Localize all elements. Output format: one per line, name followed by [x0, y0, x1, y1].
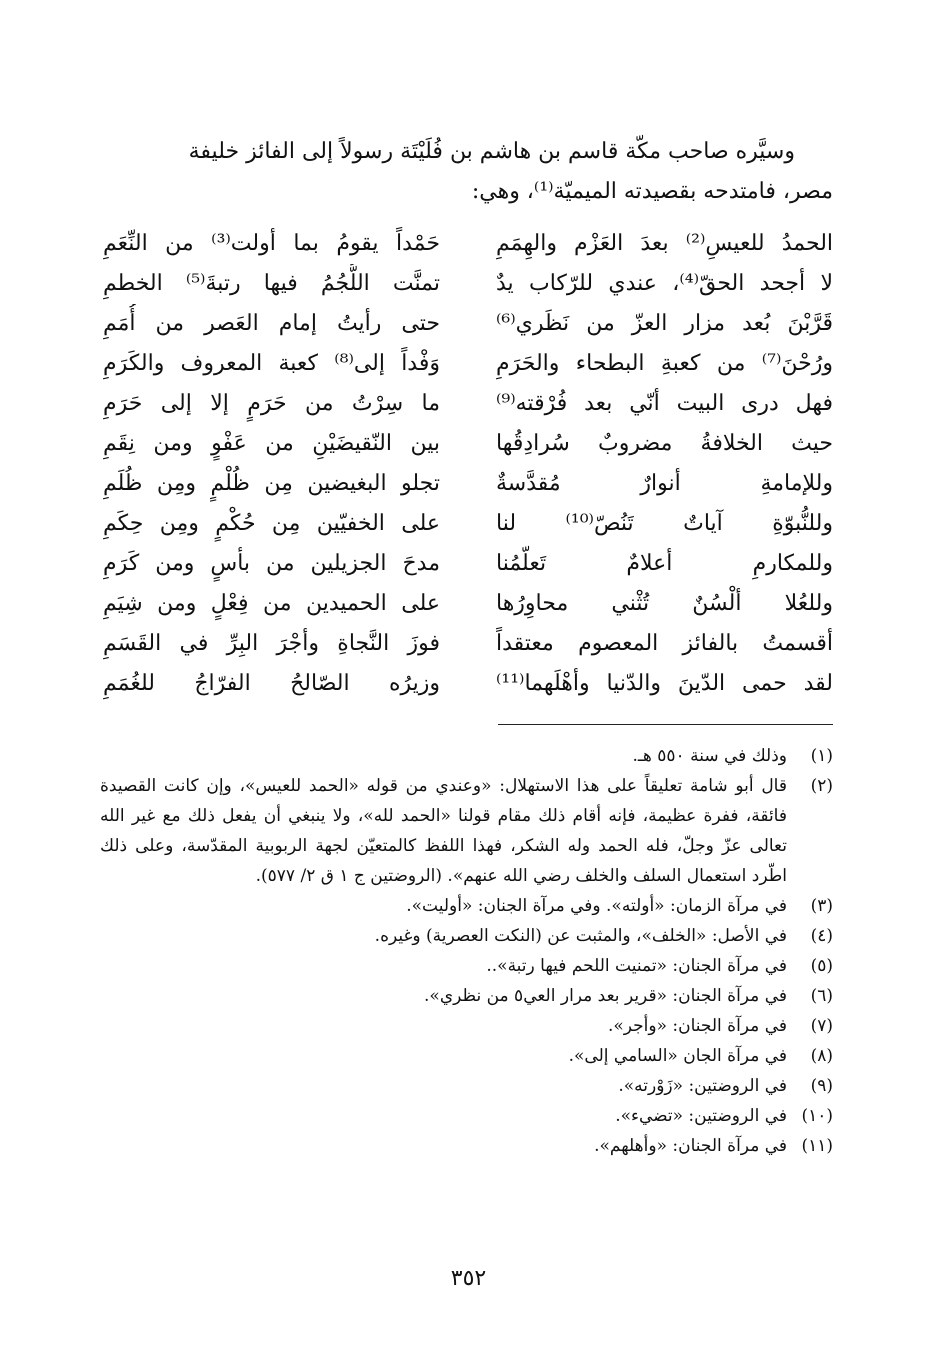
verse [100, 304, 833, 344]
verse-second-hemistich: على الخفيّين مِن حُكْمٍ ومِن حِكَمِ [103, 511, 440, 536]
verse-first-hemistich: لا أجحد الحقّ⁽⁴⁾، عندي للرّكاب يدٌ [496, 271, 833, 296]
footnote-number: (٧) [810, 1016, 833, 1036]
verse-second-hemistich: حَمْداً يقومُ بما أولت⁽³⁾ من النِّعَمِ [103, 231, 440, 256]
verse-second-hemistich: وَفْداً إلى⁽⁸⁾ كعبة المعروف والكَرَمِ [103, 351, 440, 376]
verse-first-hemistich: فهل درى البيت أنّي بعد فُرْقته⁽⁹⁾ [496, 391, 833, 416]
verse-second-hemistich: تجلو البغيضين مِن ظُلْمٍ ومِن ظُلَمِ [103, 471, 440, 496]
footnote-number: (٥) [810, 956, 833, 976]
footnote-text: قال أبو شامة تعليقاً على هذا الاستهلال: «وعندي من قوله «الحمد للعيس»، وإن كانت القصيدة فائقة، ففرة عظيمة، فإنه أقام ذلك مقام قولنا «الحمد لله»، ولا ينبغي أن يفعل ذلك مع غير الله تعالى عزّ وجلّ، فله الحمد وله الشكر، فهذا اللفظ كالمتعيّن لجهة الربوبية المقدّسة، وعلى ذلك اطّرد استعمال السلف والخلف رضي الله عنهم». (الروضتين ج ١ ق ٢/ ٥٧٧). [100, 776, 787, 886]
verse-second-hemistich: على الحميدين من فِعْلٍ ومن شِيَمِ [103, 591, 440, 616]
verse [100, 544, 833, 584]
footnote [100, 891, 833, 921]
footnote-text: في مرآة الجنان: «قرير بعد مرار العي٥ من نظري». [424, 986, 787, 1006]
footnote-text: في مرآة الزمان: «أولته». وفي مرآة الجنان: «أوليت». [406, 896, 787, 916]
verse-first-hemistich: وللمكارمِ أعلامٌ تَعلّمُنا [496, 551, 833, 576]
verse [100, 504, 833, 544]
footnote-number: (٤) [810, 926, 833, 946]
footnote-text: وذلك في سنة ٥٥٠ هـ. [632, 746, 787, 766]
page-number: ٣٥٢ [450, 1266, 487, 1291]
footnote-divider [498, 724, 833, 725]
verse-first-hemistich: قَرَّبْنَ بُعد مزار العزّ من نَظَري⁽⁶⁾ [496, 311, 833, 336]
verse [100, 344, 833, 384]
footnote [100, 741, 833, 771]
poem [100, 224, 833, 704]
footnote [100, 1011, 833, 1041]
intro-paragraph [100, 132, 833, 212]
footnote-text: في الروضتين: «زَوْرته». [618, 1076, 787, 1096]
verse-second-hemistich: فوزَ النَّجاةِ وأجْرَ البِرِّ في القَسَمِ [103, 631, 440, 656]
footnote-number: (٨) [810, 1046, 833, 1066]
page-body [100, 132, 833, 1161]
verse-first-hemistich: وللإمامةِ أنوارٌ مُقدَّسةٌ [496, 471, 833, 496]
verse-first-hemistich: لقد حمى الدّينَ والدّنيا وأهْلَهما⁽¹¹⁾ [496, 671, 833, 696]
footnote-text: في مرآة الجنان: «تمنيت اللحم فيها رتبة».. [486, 956, 787, 976]
footnote-number: (١٠) [801, 1106, 833, 1126]
intro-line-1: وسيَّره صاحب مكّة قاسم بن هاشم بن فُلَيْتَة رسولاً إلى الفائز خليفة [188, 139, 795, 164]
footnote [100, 1101, 833, 1131]
verse [100, 224, 833, 264]
verse [100, 584, 833, 624]
verse [100, 624, 833, 664]
verse-second-hemistich: مدحَ الجزيلين من بأسٍ ومن كَرَمِ [103, 551, 440, 576]
verse-first-hemistich: وللعُلا ألْسُنٌ تُثْني محاوِرُها [496, 591, 833, 616]
footnote-text: في الأصل: «الخلف»، والمثبت عن (النكت العصرية) وغيره. [374, 926, 787, 946]
footnote-number: (٢) [810, 776, 833, 796]
verse [100, 664, 833, 704]
footnote [100, 1071, 833, 1101]
footnote [100, 771, 833, 891]
verse [100, 384, 833, 424]
footnotes [100, 741, 833, 1161]
footnote-text: في مرآة الجنان: «وأجر». [607, 1016, 787, 1036]
verse-second-hemistich: تمنَّت اللُّجُمُ فيها رتبةَ⁽⁵⁾ الخطمِ [103, 271, 440, 296]
footnote-number: (١١) [801, 1136, 833, 1156]
verse [100, 424, 833, 464]
footnote-text: في مرآة الجان «السامي إلى». [568, 1046, 787, 1066]
footnote-number: (٩) [810, 1076, 833, 1096]
verse-first-hemistich: حيث الخلافةُ مضروبٌ سُرادِقُها [496, 431, 833, 456]
intro-line-2: مصر، فامتدحه بقصيدته الميميّة⁽¹⁾، وهي: [471, 179, 833, 204]
footnote-number: (٣) [810, 896, 833, 916]
verse-first-hemistich: ورُحْنَ⁽⁷⁾ من كعبةِ البطحاء والحَرَمِ [496, 351, 833, 376]
verse-first-hemistich: وللنُّبوّةِ آياتٌ تَنُصّ⁽¹⁰⁾ لنا [496, 511, 833, 536]
verse-second-hemistich: ما سِرْتُ من حَرَمٍ إلا إلى حَرَمِ [103, 391, 440, 416]
verse-second-hemistich: بين النّقيضَيْنِ من عَفْوٍ ومن نِقَمِ [103, 431, 440, 456]
footnote [100, 981, 833, 1011]
footnote [100, 1041, 833, 1071]
verse-first-hemistich: الحمدُ للعيسِ⁽²⁾ بعدَ العَزْم والهِمَمِ [496, 231, 833, 256]
verse-second-hemistich: وزيرُه الصّالحُ الفرّاجُ للغُمَمِ [103, 671, 440, 696]
footnote-number: (٦) [810, 986, 833, 1006]
verse [100, 464, 833, 504]
footnote-text: في مرآة الجنان: «وأهلهم». [594, 1136, 787, 1156]
footnote-number: (١) [810, 746, 833, 766]
verse-first-hemistich: أقسمتُ بالفائز المعصوم معتقداً [496, 631, 833, 656]
footnote [100, 951, 833, 981]
verse [100, 264, 833, 304]
footnote-text: في الروضتين: «تضيء». [615, 1106, 787, 1126]
footnote [100, 921, 833, 951]
verse-second-hemistich: حتى رأيتُ إمام العَصر من أُمَمِ [103, 311, 440, 336]
footnote [100, 1131, 833, 1161]
